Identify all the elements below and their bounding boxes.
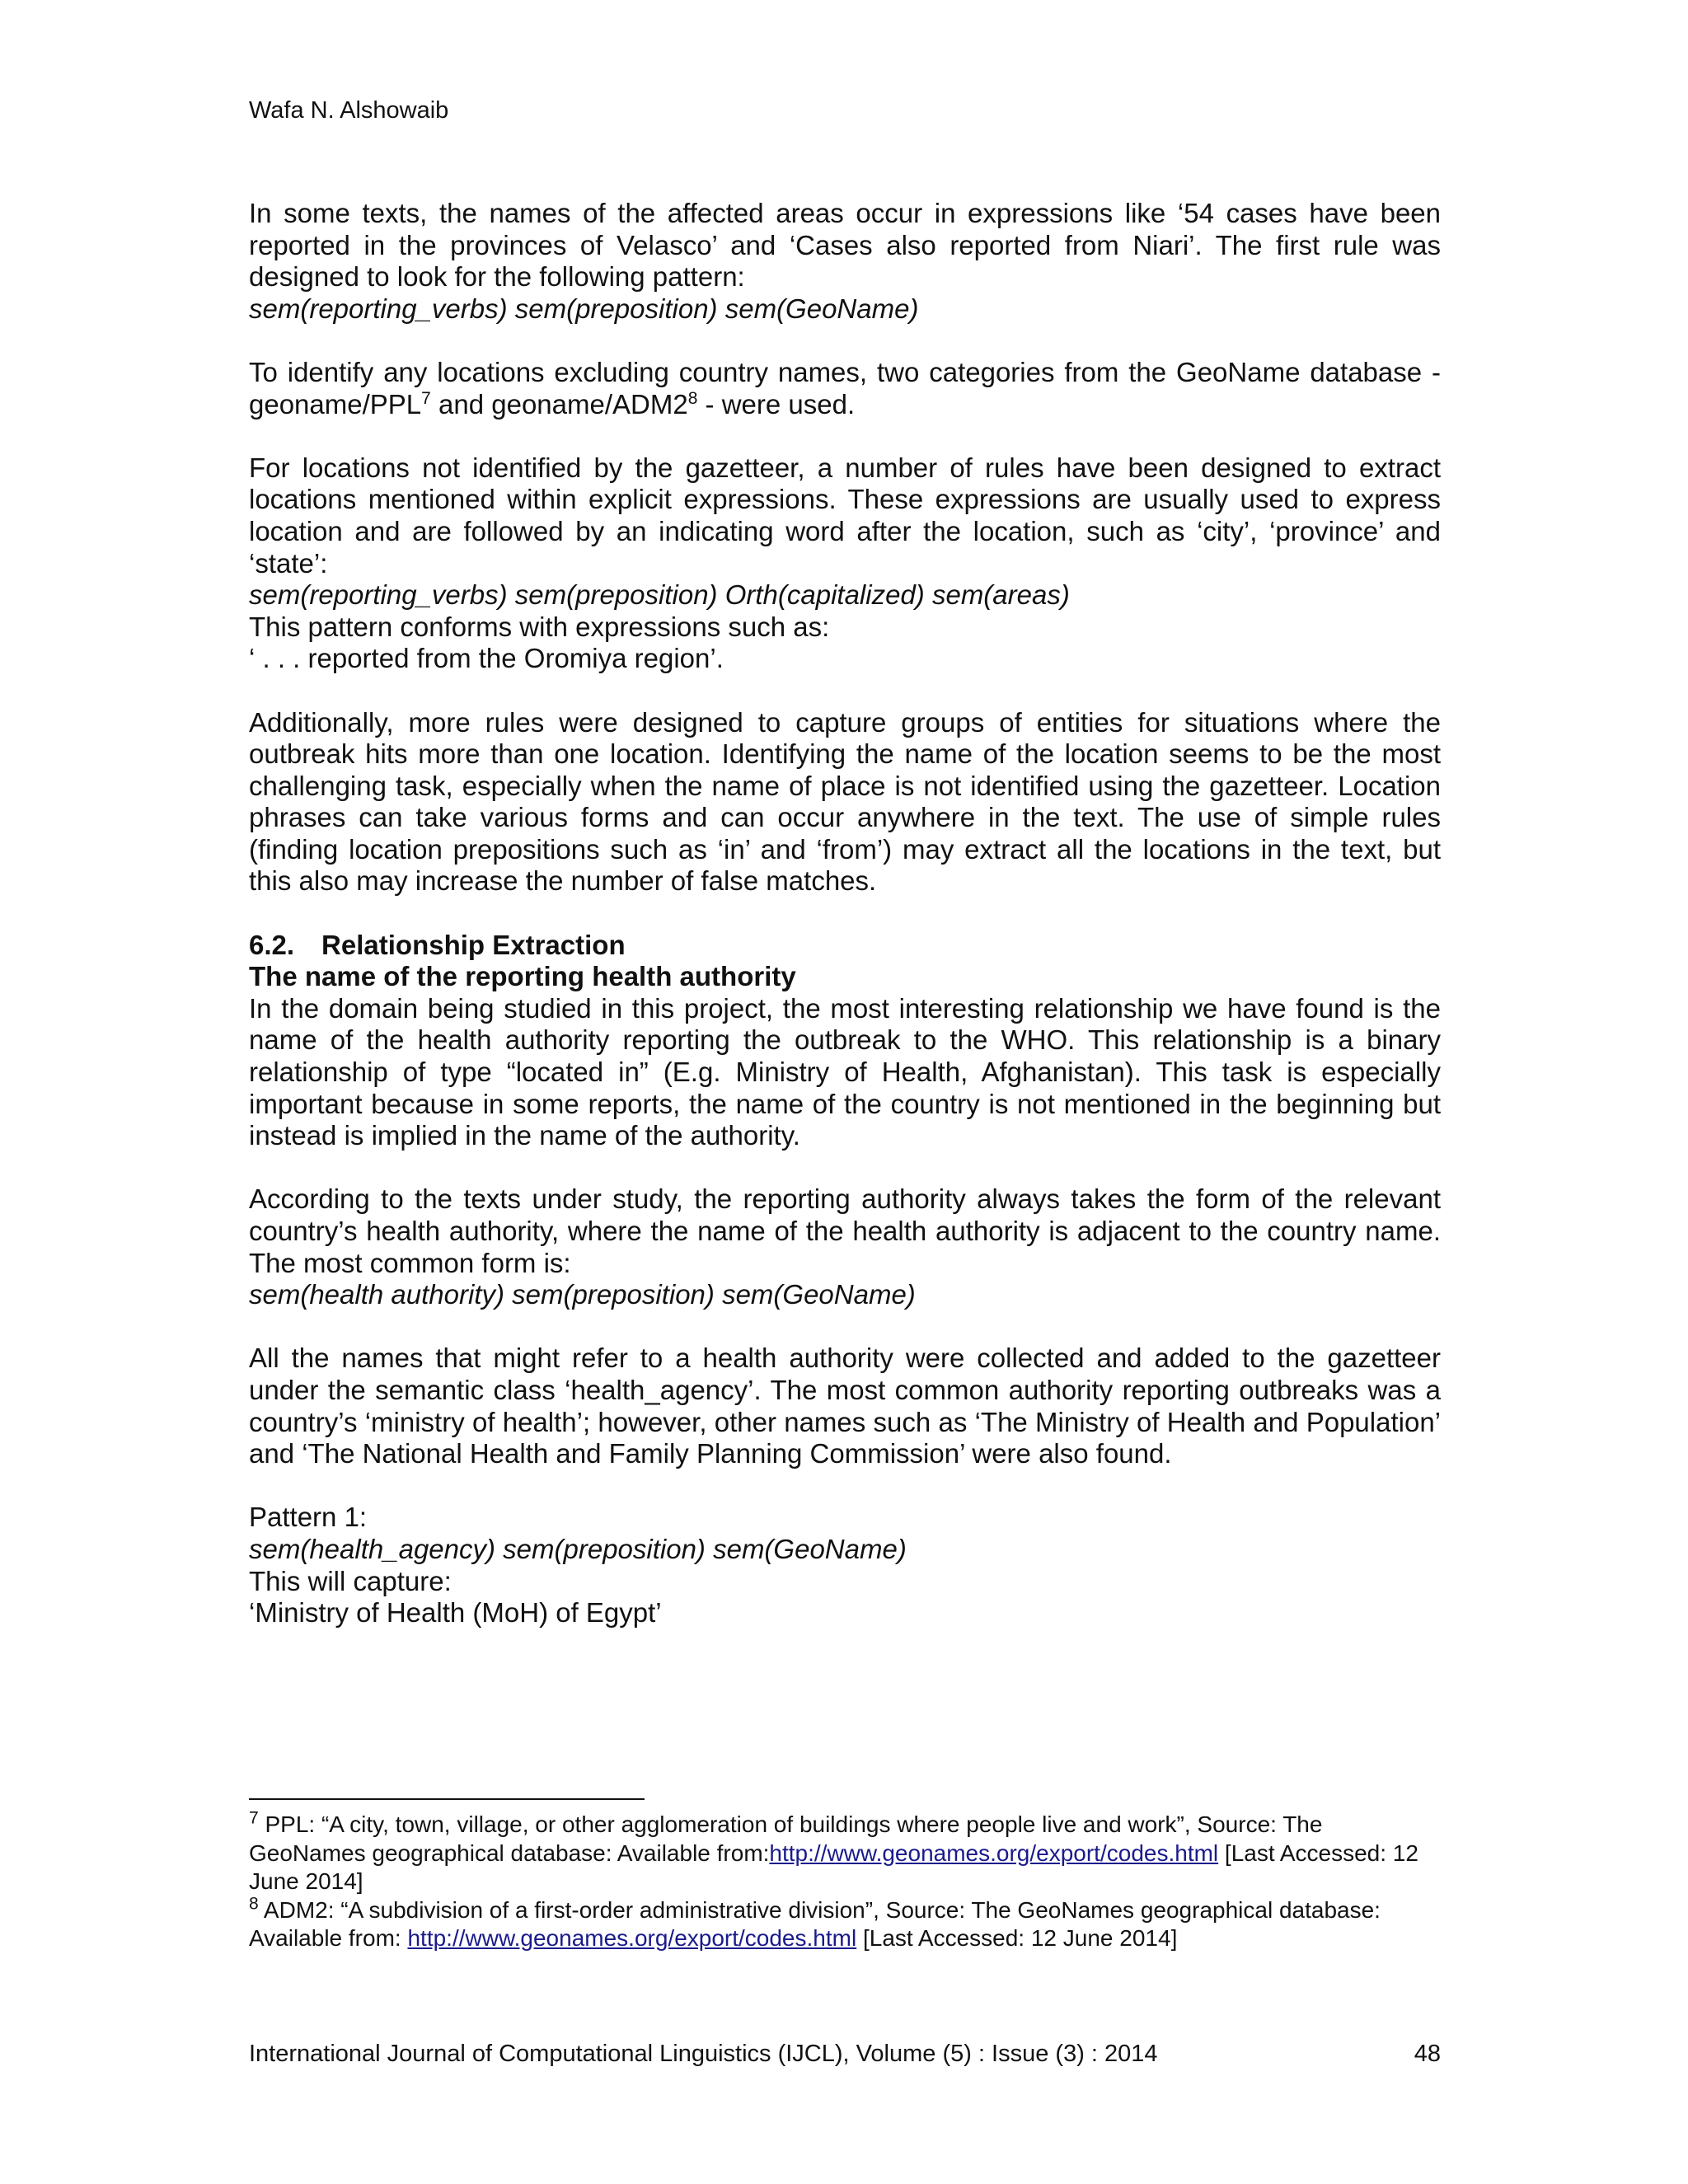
subsection-title: The name of the reporting health authority <box>249 961 796 992</box>
pattern-1-block <box>249 1502 1441 1629</box>
paragraph-multiple-locations: Additionally, more rules were designed to capture groups of entities for situations where the outbreak hits more than one location. Identifying the name of the location seems to be the most challenging task, especially when the name of place is not identified using the gazetteer. Location phrases can take various forms and can occur anywhere in the text. The use of simple rules (finding location prepositions such as ‘in’ and ‘from’) may extract all the locations in the text, but this also may increase the number of false matches. <box>249 706 1441 897</box>
page-footer <box>249 2039 1441 2069</box>
paragraph-affected-areas <box>249 198 1441 325</box>
pattern-reporting-verbs: sem(reporting_verbs) sem(preposition) sem(GeoName) <box>249 293 919 324</box>
section-heading <box>249 930 1441 993</box>
paragraph-text: - were used. <box>697 388 856 419</box>
paragraph-health-agency: All the names that might refer to a health authority were collected and added to the gazetteer under the semantic class ‘health_agency’. The most common authority reporting outbreaks was a country’s ‘ministry of health’; however, other names such as ‘The Ministry of Health and Population’ and ‘The National Health and Family Planning Commission’ were also found. <box>249 1343 1441 1469</box>
capture-example: ‘Ministry of Health (MoH) of Egypt’ <box>249 1597 662 1629</box>
pattern-capitalized-areas: sem(reporting_verbs) sem(preposition) Orth(capitalized) sem(areas) <box>249 579 1070 611</box>
footnote-number: 8 <box>249 1894 259 1914</box>
paragraph-text: To identify any locations excluding country names, two categories from the GeoName database - geoname/PPL <box>249 356 1441 419</box>
running-head-author: Wafa N. Alshowaib <box>249 97 449 124</box>
capture-label: This will capture: <box>249 1565 452 1596</box>
footnote-7 <box>249 1808 1441 1896</box>
section-title: 6.2. Relationship Extraction <box>249 929 626 960</box>
footnote-ref-7[interactable]: 7 <box>421 388 431 408</box>
footnote-accessed: [Last Accessed: 12 June 2014] <box>856 1925 1178 1951</box>
paragraph-text: and geoname/ADM2 <box>430 388 688 419</box>
paragraph-relationship: In the domain being studied in this project, the most interesting relationship we have found is the name of the health authority reporting the outbreak to the WHO. This relationship is a binary relationship of type “located in” (E.g. Ministry of Health, Afghanistan). This task is especially important because in some reports, the name of the country is not mentioned in the beginning but instead is implied in the name of the authority. <box>249 992 1441 1151</box>
pattern-conforms-text: This pattern conforms with expressions such as: <box>249 611 830 642</box>
footnote-number: 7 <box>249 1808 259 1828</box>
page-number: 48 <box>1414 2041 1441 2067</box>
footnote-text: PPL: “A city, town, village, or other agglomeration of buildings where people live and work”, Source: The GeoNames geographical database: Available from: <box>249 1811 1323 1866</box>
paragraph-geoname-categories <box>249 357 1441 420</box>
footnote-divider <box>249 1798 645 1800</box>
footnote-8 <box>249 1896 1441 1953</box>
footnote-accessed: [Last Accessed: 12 June 2014] <box>249 1840 1418 1894</box>
paragraph-text: According to the texts under study, the reporting authority always takes the form of the relevant country’s health authority, where the name of the health authority is adjacent to the country name. The most common form is: <box>249 1183 1441 1278</box>
pattern-health-authority: sem(health authority) sem(preposition) sem(GeoName) <box>249 1279 916 1310</box>
footnote-ref-8[interactable]: 8 <box>687 388 698 408</box>
paragraph-reporting-authority <box>249 1183 1441 1310</box>
paragraph-text: For locations not identified by the gazetteer, a number of rules have been designed to extract locations mentioned within explicit expressions. These expressions are usually used to express location and are followed by an indicating word after the location, such as ‘city’, ‘province’ and ‘state’: <box>249 452 1441 579</box>
paragraph-text: In some texts, the names of the affected areas occur in expressions like ‘54 cases have been reported in the provinces of Velasco’ and ‘Cases also reported from Niari’. The first rule was designed to look for the following pattern: <box>249 198 1441 293</box>
journal-citation: International Journal of Computational Linguistics (IJCL), Volume (5) : Issue (3) : 2014 <box>249 2041 1158 2067</box>
footnotes <box>249 1808 1441 1953</box>
pattern-1-rule: sem(health_agency) sem(preposition) sem(GeoName) <box>249 1533 907 1564</box>
pattern-example: ‘ . . . reported from the Oromiya region’. <box>249 643 724 674</box>
footnote-link[interactable]: http://www.geonames.org/export/codes.html <box>407 1925 857 1951</box>
footnote-link[interactable]: http://www.geonames.org/export/codes.html <box>769 1840 1219 1866</box>
paragraph-gazetteer-rules <box>249 452 1441 675</box>
body-text <box>249 198 1441 1629</box>
footnote-text: ADM2: “A subdivision of a first-order administrative division”, Source: The GeoNames geographical database: Available from: <box>249 1896 1381 1951</box>
pattern-1-label: Pattern 1: <box>249 1502 368 1533</box>
